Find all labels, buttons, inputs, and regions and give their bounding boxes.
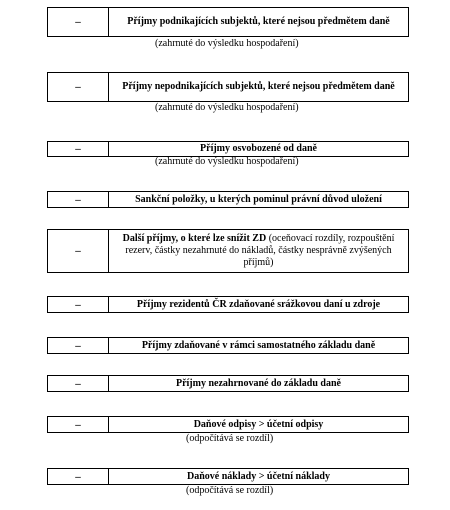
item-note: (zahrnuté do výsledku hospodaření) bbox=[155, 38, 299, 49]
item-note: (odpočítává se rozdíl) bbox=[186, 485, 274, 496]
minus-sign: – bbox=[48, 297, 109, 312]
item-note: (zahrnuté do výsledku hospodaření) bbox=[155, 156, 299, 167]
minus-sign: – bbox=[48, 192, 109, 207]
minus-sign: – bbox=[48, 8, 109, 36]
item-row-2 bbox=[47, 72, 409, 102]
item-label bbox=[109, 376, 408, 391]
item-note: (zahrnuté do výsledku hospodaření) bbox=[155, 102, 299, 113]
item-label bbox=[109, 297, 408, 312]
item-label-bold: Příjmy rezidentů ČR zdaňované srážkovou daní u zdroje bbox=[136, 298, 381, 310]
item-row-8 bbox=[47, 375, 409, 392]
item-label-bold: Příjmy zdaňované v rámci samostatného základu daně bbox=[141, 339, 376, 351]
item-label-bold: Sankční položky, u kterých pominul právní důvod uložení bbox=[135, 193, 382, 205]
item-label bbox=[109, 338, 408, 353]
item-row-3 bbox=[47, 141, 409, 157]
item-label-bold: Příjmy osvobozené od daně bbox=[200, 143, 317, 154]
item-label bbox=[109, 8, 408, 36]
item-label bbox=[109, 192, 408, 207]
item-note: (odpočítává se rozdíl) bbox=[186, 433, 274, 444]
item-label-bold: Příjmy nezahrnované do základu daně bbox=[175, 377, 341, 389]
item-row-9 bbox=[47, 416, 409, 433]
item-label bbox=[109, 73, 408, 101]
item-row-5 bbox=[47, 229, 409, 273]
item-row-7 bbox=[47, 337, 409, 354]
item-label-detail: (oceňovací rozdíly, rozpouštění rezerv, částky nezahrnuté do nákladů, částky nesprávně zvýšených příjmů) bbox=[125, 233, 395, 268]
minus-sign: – bbox=[48, 73, 109, 101]
item-label-bold: Další příjmy, o které lze snížit ZD bbox=[122, 233, 267, 244]
item-row-6 bbox=[47, 296, 409, 313]
item-row-4 bbox=[47, 191, 409, 208]
minus-sign: – bbox=[48, 230, 109, 272]
item-label-bold: Příjmy podnikajících subjektů, které nejsou předmětem daně bbox=[127, 16, 390, 27]
item-label-bold: Příjmy nepodnikajících subjektů, které nejsou předmětem daně bbox=[122, 81, 395, 92]
item-label-bold: Daňové náklady > účetní náklady bbox=[187, 470, 330, 482]
minus-sign: – bbox=[48, 417, 109, 432]
item-label bbox=[109, 230, 408, 272]
item-row-10 bbox=[47, 468, 409, 485]
minus-sign: – bbox=[48, 142, 109, 156]
minus-sign: – bbox=[48, 469, 109, 484]
minus-sign: – bbox=[48, 376, 109, 391]
item-label bbox=[109, 469, 408, 484]
item-label-bold: Daňové odpisy > účetní odpisy bbox=[193, 418, 324, 430]
minus-sign: – bbox=[48, 338, 109, 353]
item-label bbox=[109, 142, 408, 156]
item-row-1 bbox=[47, 7, 409, 37]
item-label bbox=[109, 417, 408, 432]
